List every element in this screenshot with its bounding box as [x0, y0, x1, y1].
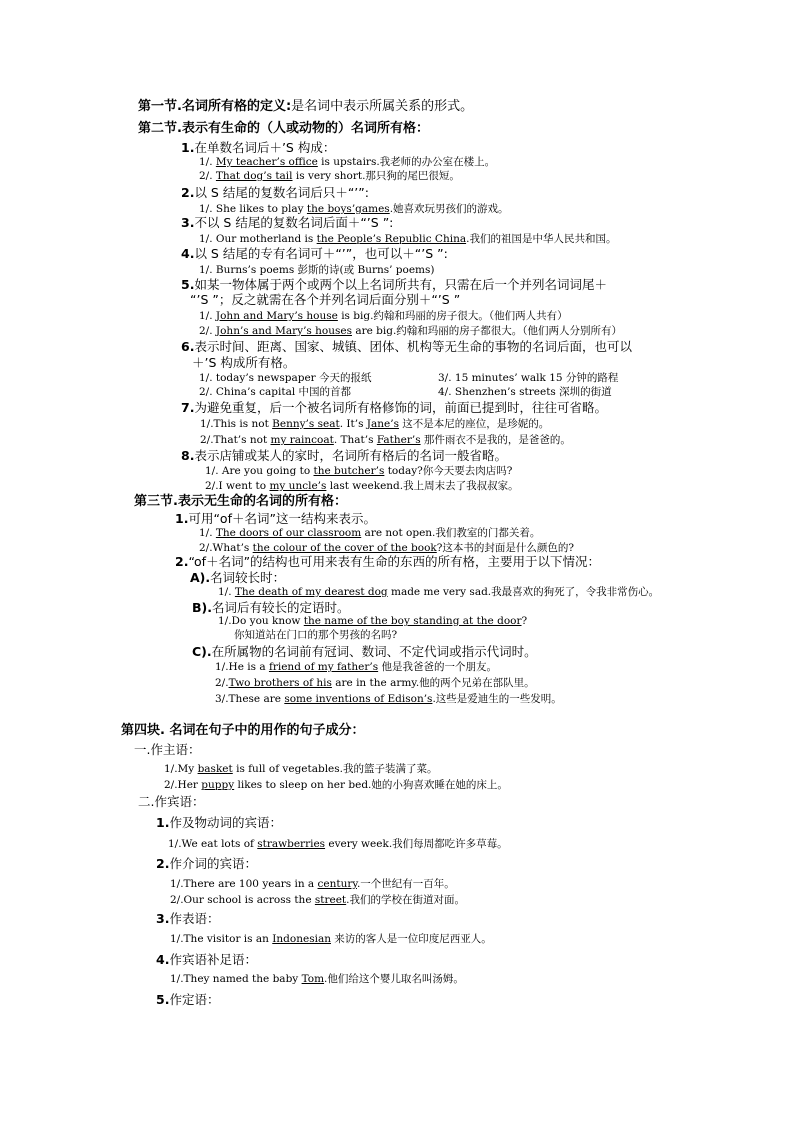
example-text: 2/.: [199, 170, 216, 182]
underlined-phrase: Tom: [301, 973, 325, 985]
rule-number: 4.: [156, 952, 170, 967]
example-text: 1/.My: [164, 763, 198, 775]
example-text: ?: [521, 615, 528, 627]
example-text: 他是我爸爸的一个朋友。: [378, 661, 497, 673]
example-text: 2/.What’s: [199, 542, 253, 554]
example-text: today?你今天要去肉店吗?: [384, 465, 513, 477]
example-text: 1/.They named the baby: [170, 973, 302, 985]
rule-number: 6.: [181, 339, 195, 354]
underlined-phrase: century: [317, 878, 357, 890]
rule-number: 2.: [181, 185, 195, 200]
example-3-2-a-1: [218, 586, 659, 599]
example-3-1-1: [199, 527, 540, 540]
example-text: . That’s: [333, 434, 377, 446]
example-text: 1/. Are you going to: [205, 465, 314, 477]
example-2-3-1: [199, 233, 616, 246]
rule-text: ＋’S 构成所有格。: [192, 355, 296, 370]
example-text: is very short.那只狗的尾巴很短。: [292, 170, 460, 182]
rule-number: 5.: [181, 277, 195, 292]
example-3-2-c-3: [215, 693, 562, 706]
underlined-phrase: the name of the boy standing at the door: [303, 615, 522, 627]
underlined-phrase: the colour of the cover of the book: [252, 542, 437, 554]
example-text: 4/. Shenzhen’s streets 深圳的街道: [438, 386, 612, 398]
example-3-1-2: [199, 542, 574, 555]
rule-text: 为避免重复，后一个被名词所有格修饰的词，前面已提到时，往往可省略。: [194, 400, 607, 415]
rule-2-6: [181, 339, 632, 354]
underlined-phrase: John’s and Mary’s houses: [215, 325, 352, 337]
section-3-label: 第三节.表示无生命的名词的所有格：: [134, 494, 347, 509]
rule-number: B).: [192, 600, 212, 615]
rule-number: 2.: [175, 554, 189, 569]
example-4-2-2-2: [170, 894, 465, 907]
example-2-4-1: [199, 264, 435, 277]
rule-2-1: [181, 140, 335, 155]
rule-text: 作及物动词的宾语：: [169, 815, 282, 830]
example-text: .她喜欢玩男孩们的游戏。: [389, 203, 509, 215]
example-text: .我们的祖国是中华人民共和国。: [466, 233, 617, 245]
rule-number: 3.: [156, 911, 170, 926]
rule-number: 4.: [181, 246, 195, 261]
rule-4-2-1: [156, 815, 282, 830]
rule-3-2-c: [192, 644, 537, 659]
section-4-heading: [121, 723, 364, 739]
rule-4-2-2: [156, 856, 257, 871]
underlined-phrase: puppy: [201, 779, 235, 791]
rule-3-2-b: [192, 600, 350, 615]
example-4-2-4-1: [170, 973, 464, 986]
rule-3-1: [175, 511, 376, 526]
part-text: 二.作宾语：: [138, 794, 205, 809]
underlined-phrase: my uncle’s: [269, 480, 327, 492]
example-text: 1/.: [199, 156, 216, 168]
example-text: are in the army.他的两个兄弟在部队里。: [331, 677, 535, 689]
example-2-1-2: [199, 170, 460, 183]
rule-2-8: [181, 448, 507, 463]
rule-text: 表示店铺或某人的家时，名词所有格后的名词一般省略。: [194, 448, 507, 463]
example-text: is full of vegetables.我的篮子装满了菜。: [232, 763, 438, 775]
example-text: 1/. She likes to play: [199, 203, 307, 215]
example-text: are big.约翰和玛丽的房子都很大。（他们两人分别所有）: [351, 325, 623, 337]
example-text: is upstairs.我老师的办公室在楼上。: [317, 156, 496, 168]
rule-2-3: [181, 215, 393, 230]
example-text: 1/.This is not: [200, 418, 273, 430]
underlined-phrase: the People’s Republic China: [316, 233, 467, 245]
rule-text: “’S ”；反之就需在各个并列名词后面分别＋“’S ”: [190, 292, 461, 307]
example-3-2-c-2: [215, 677, 535, 690]
underlined-phrase: street: [314, 894, 347, 906]
example-text: 1/.He is a: [215, 661, 269, 673]
part-text: 一.作主语：: [134, 742, 201, 757]
rule-3-2-a: [190, 570, 285, 585]
example-2-2-1: [199, 203, 509, 216]
example-text: made me very sad.我最喜欢的狗死了，令我非常伤心。: [387, 586, 660, 598]
rule-text: 表示时间、距离、国家、城镇、团体、机构等无生命的事物的名词后面，也可以: [194, 339, 632, 354]
underlined-phrase: Indonesian: [272, 933, 331, 945]
underlined-phrase: Father’s: [376, 434, 421, 446]
rule-2-2: [181, 185, 369, 200]
rule-4-2-4: [156, 952, 257, 967]
rule-text: 在所属物的名词前有冠词、数词、不定代词或指示代词时。: [211, 644, 537, 659]
example-2-7-2: [200, 434, 571, 447]
rule-text: 在单数名词后＋’S 构成：: [194, 140, 336, 155]
rule-number: 5.: [156, 992, 170, 1007]
example-text: 1/. today’s newspaper 今天的报纸: [199, 372, 372, 384]
rule-text: 名词后有较长的定语时。: [212, 600, 350, 615]
rule-3-2: [175, 554, 600, 569]
rule-number: 2.: [156, 856, 170, 871]
section-1-text: 是名词中表示所属关系的形式。: [291, 99, 474, 114]
example-text: 1/.The visitor is an: [170, 933, 273, 945]
example-text: 1/.: [199, 527, 216, 539]
rule-text: 作介词的宾语：: [169, 856, 257, 871]
example-text: .一个世纪有一百年。: [356, 878, 455, 890]
section-4-label: 第四块. 名词在句子中的用作的句子成分：: [121, 723, 365, 738]
underlined-phrase: Benny’s seat: [272, 418, 340, 430]
underlined-phrase: strawberries: [257, 838, 326, 850]
example-text: every week.我们每周都吃许多草莓。: [325, 838, 508, 850]
example-text: likes to sleep on her bed.她的小狗喜欢睡在她的床上。: [234, 779, 508, 791]
example-text: 2/.Our school is across the: [170, 894, 315, 906]
rule-2-5-cont: [190, 292, 460, 307]
rule-2-4: [181, 246, 448, 261]
example-text: 1/.Do you know: [218, 615, 304, 627]
rule-number: 1.: [181, 140, 195, 155]
underlined-phrase: The doors of our classroom: [215, 527, 362, 539]
example-4-1-1: [164, 763, 438, 776]
example-text: 2/.: [199, 325, 216, 337]
example-text: is big.约翰和玛丽的房子很大。（他们两人共有）: [337, 310, 568, 322]
example-4-1-2: [164, 779, 508, 792]
rule-text: 可用“of＋名词”这一结构来表示。: [188, 511, 376, 526]
example-text: 3/.These are: [215, 693, 285, 705]
example-3-2-b-1: [218, 615, 527, 628]
example-text: 2/.I went to: [205, 480, 270, 492]
example-2-5-1: [199, 310, 568, 323]
rule-4-2-5: [156, 992, 219, 1007]
rule-text: 名词较长时：: [210, 570, 286, 585]
example-text: 1/.: [199, 310, 216, 322]
example-text: 2/.That’s not: [200, 434, 271, 446]
underlined-phrase: the butcher’s: [313, 465, 385, 477]
rule-text: 以 S 结尾的复数名词后只＋“’”:: [194, 185, 369, 200]
example-text: .这些是爱迪生的一些发明。: [432, 693, 562, 705]
underlined-phrase: My teacher’s office: [215, 156, 318, 168]
example-text: . It’s: [339, 418, 367, 430]
underlined-phrase: Jane’s: [366, 418, 399, 430]
example-2-6-2: [199, 386, 351, 399]
underlined-phrase: That dog’s tail: [215, 170, 293, 182]
rule-number: C).: [192, 644, 212, 659]
underlined-phrase: friend of my father’s: [268, 661, 379, 673]
example-text: .他们给这个婴儿取名叫汤姆。: [324, 973, 464, 985]
example-3-2-c-1: [215, 661, 497, 674]
rule-text: 以 S 结尾的专有名词可＋“’”，也可以＋“’S ”:: [194, 246, 448, 261]
part-4-2: [138, 794, 204, 809]
example-text: 来访的客人是一位印度尼西亚人。: [330, 933, 492, 945]
rule-4-2-3: [156, 911, 219, 926]
rule-2-5: [181, 277, 607, 292]
rule-2-7: [181, 400, 607, 415]
example-text: 1/. Our motherland is: [199, 233, 317, 245]
example-text: are not open.我们教室的门都关着。: [361, 527, 541, 539]
example-2-8-2: [205, 480, 519, 493]
underlined-phrase: Two brothers of his: [228, 677, 332, 689]
example-text: last weekend.我上周末去了我叔叔家。: [326, 480, 519, 492]
rule-text: “of＋名词”的结构也可用来表有生命的东西的所有格，主要用于以下情况：: [188, 554, 601, 569]
example-3-2-b-1-translation: [234, 629, 397, 642]
example-text: 1/.: [218, 586, 235, 598]
example-2-6-3: [438, 372, 618, 385]
rule-number: 1.: [156, 815, 170, 830]
part-4-1: [134, 742, 200, 757]
example-text: 2/. China’s capital 中国的首都: [199, 386, 352, 398]
section-1-label: 第一节.名词所有格的定义:: [138, 99, 292, 114]
section-2-label: 第二节.表示有生命的（人或动物的）名词所有格：: [138, 121, 429, 136]
example-2-5-2: [199, 325, 622, 338]
example-2-1-1: [199, 156, 495, 169]
example-2-6-4: [438, 386, 612, 399]
example-text: .我们的学校在街道对面。: [346, 894, 465, 906]
rule-2-6-cont: [192, 355, 295, 370]
example-text: 3/. 15 minutes’ walk 15 分钟的路程: [438, 372, 619, 384]
section-2-heading: [138, 121, 429, 137]
rule-text: 作宾语补足语：: [169, 952, 257, 967]
example-text: 1/.There are 100 years in a: [170, 878, 318, 890]
example-text: 2/.Her: [164, 779, 202, 791]
section-3-heading: [134, 494, 347, 510]
example-text: 1/. Burns’s poems 彭斯的诗(或 Burns’ poems): [199, 264, 435, 276]
example-2-7-1: [200, 418, 549, 431]
rule-text: 作表语：: [169, 911, 220, 926]
rule-number: A).: [190, 570, 211, 585]
rule-text: 如某一物体属于两个或两个以上名词所共有，只需在后一个并列名词词尾＋: [194, 277, 607, 292]
example-2-6-1: [199, 372, 372, 385]
underlined-phrase: my raincoat: [270, 434, 334, 446]
underlined-phrase: The death of my dearest dog: [234, 586, 388, 598]
underlined-phrase: John and Mary’s house: [215, 310, 338, 322]
example-text: 这不是本尼的座位，是珍妮的。: [398, 418, 550, 430]
example-4-2-2-1: [170, 878, 455, 891]
section-1-heading: [138, 99, 473, 115]
example-text: 1/.We eat lots of: [168, 838, 258, 850]
rule-number: 3.: [181, 215, 195, 230]
rule-number: 8.: [181, 448, 195, 463]
underlined-phrase: the boys’games: [306, 203, 390, 215]
example-4-2-3-1: [170, 933, 492, 946]
rule-number: 7.: [181, 400, 195, 415]
rule-text: 作定语：: [169, 992, 220, 1007]
example-text: 那件雨衣不是我的，是爸爸的。: [420, 434, 571, 446]
example-text: 你知道站在门口的那个男孩的名吗?: [234, 629, 398, 641]
underlined-phrase: basket: [197, 763, 233, 775]
example-text: ?这本书的封面是什么颜色的?: [436, 542, 575, 554]
underlined-phrase: some inventions of Edison’s: [284, 693, 433, 705]
example-2-8-1: [205, 465, 512, 478]
example-text: 2/.: [215, 677, 229, 689]
example-4-2-1-1: [168, 838, 508, 851]
rule-number: 1.: [175, 511, 189, 526]
rule-text: 不以 S 结尾的复数名词后面＋“’S ”:: [194, 215, 394, 230]
